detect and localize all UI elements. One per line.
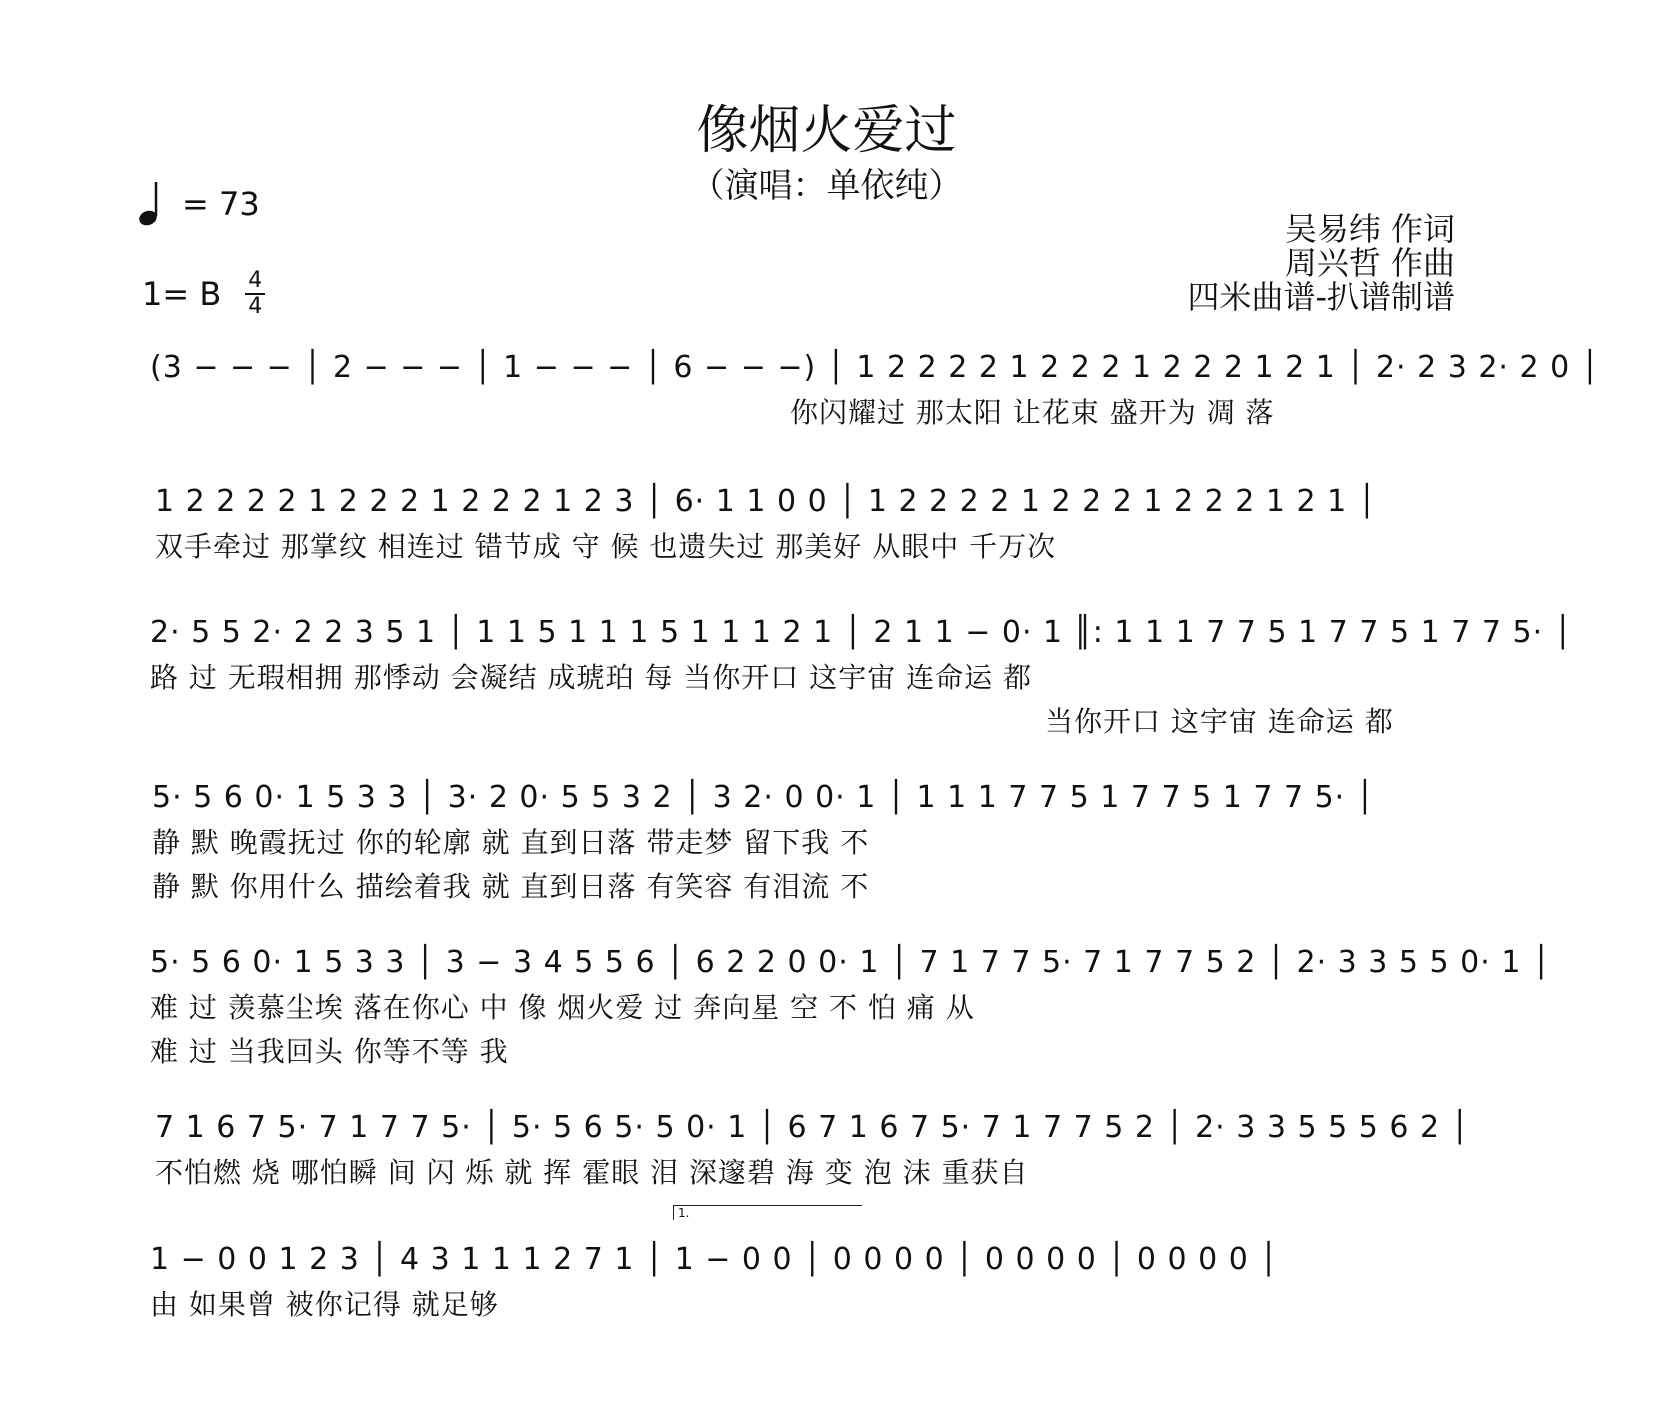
lyric-line: 难 过 羡慕尘埃 落在你心 中 像 烟火爱 过 奔向星 空 不 怕 痛 从 [150,991,975,1024]
notation-line: 1 2 2 2 2 1 2 2 2 1 2 2 2 1 2 3 │ 6· 1 1 0 0 │ 1 2 2 2 2 1 2 2 2 1 2 2 2 1 2 1 │ [155,484,1377,519]
transcriber-credit: 四米曲谱-扒谱制谱 [1187,278,1455,316]
song-title: 像烟火爱过 [696,101,957,161]
lyric-line: 静 默 晚霞抚过 你的轮廓 就 直到日落 带走梦 留下我 不 [152,826,870,859]
lyric-line: 不怕燃 烧 哪怕瞬 间 闪 烁 就 挥 霍眼 泪 深邃碧 海 变 泡 沫 重获自 [155,1156,1029,1189]
lyric-line-verse-2: 当你开口 这宇宙 连命运 都 [1045,705,1394,738]
quarter-note-icon [138,180,164,228]
notation-line: 2· 5 5 2· 2 2 3 5 1 │ 1 1 5 1 1 1 5 1 1 1 2 1 │ 2 1 1 − 0· 1 ║: 1 1 1 7 7 5 1 7 7 5 1 7 7 5· │ [150,615,1573,650]
time-signature [245,270,265,318]
key-label: 1= B [142,275,222,313]
tempo-marking [138,180,260,228]
notation-line: 7 1 6 7 5· 7 1 7 7 5· │ 5· 5 6 5· 5 0· 1 │ 6 7 1 6 7 5· 7 1 7 7 5 2 │ 2· 3 3 5 5 5 6 2 │ [155,1110,1470,1145]
lyricist-credit: 吴易纬 作词 [1284,210,1455,248]
score-system-5 [150,945,1552,1070]
lyric-line: 双手牵过 那掌纹 相连过 错节成 守 候 也遗失过 那美好 从眼中 千万次 [155,530,1057,563]
credits [1187,212,1455,314]
lyric-line: 路 过 无瑕相拥 那悸动 会凝结 成琥珀 每 当你开口 这宇宙 连命运 都 [150,661,1033,694]
lyric-line: 你闪耀过 那太阳 让花束 盛开为 凋 落 [790,396,1275,429]
notation-line: (3 − − − │ 2 − − − │ 1 − − − │ 6 − − −) │ 1 2 2 2 2 1 2 2 2 1 2 2 2 1 2 1 │ 2· 2 3 2· 2 0 │ [150,350,1600,385]
score-system-6 [155,1110,1470,1191]
time-top: 4 [248,268,263,293]
tempo-value: = 73 [182,185,260,223]
performer-subtitle: （演唱：单依纯） [690,166,963,206]
notation-line: 5· 5 6 0· 1 5 3 3 │ 3 − 3 4 5 5 6 │ 6 2 2 0 0· 1 │ 7 1 7 7 5· 7 1 7 7 5 2 │ 2· 3 3 5 5 0· 1 │ [150,945,1552,980]
lyric-line: 由 如果曾 被你记得 就足够 [150,1288,499,1321]
notation-line: 5· 5 6 0· 1 5 3 3 │ 3· 2 0· 5 5 3 2 │ 3 2· 0 0· 1 │ 1 1 1 7 7 5 1 7 7 5 1 7 7 5· │ [152,780,1375,815]
lyric-line-verse-2: 静 默 你用什么 描绘着我 就 直到日落 有笑容 有泪流 不 [152,870,870,903]
volta-bracket: 1. [673,1205,862,1220]
lyric-line-verse-2: 难 过 当我回头 你等不等 我 [150,1035,509,1068]
score-system-1 [150,350,1600,431]
key-signature [142,270,265,318]
score-system-7 [150,1242,1440,1323]
score-system-3 [150,615,1573,740]
notation-line: 1 − 0 0 1 2 3 │ 4 3 1 1 1 2 7 1 │ 1 − 0 0 │ 0 0 0 0 │ 0 0 0 0 │ 0 0 0 0 │ [150,1242,1279,1277]
composer-credit: 周兴哲 作曲 [1284,244,1455,282]
score-system-2 [155,484,1445,565]
score-system-4 [152,780,1442,905]
time-bottom: 4 [248,294,263,319]
